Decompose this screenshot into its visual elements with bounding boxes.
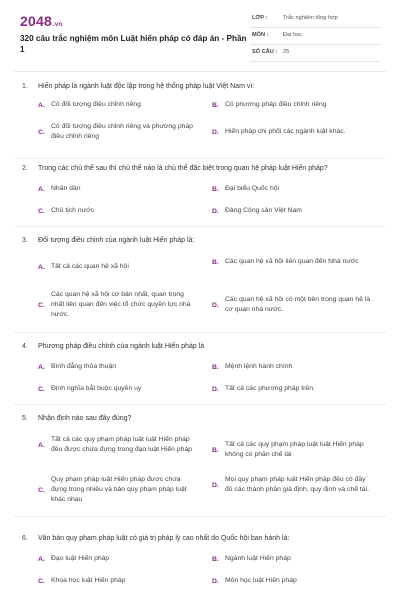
meta-label: SỐ CÂU : bbox=[252, 49, 278, 55]
option-letter: D. bbox=[212, 207, 219, 215]
meta-row-class bbox=[250, 11, 380, 28]
option-text: Có phương pháp điều chỉnh riêng bbox=[225, 101, 327, 108]
option-a[interactable] bbox=[38, 184, 198, 194]
option-text: Tất cả các quy phạm pháp luật luật Hiến pháp đều được chứa đựng trong đạo luật Hiến pháp bbox=[51, 436, 192, 453]
option-text: Hiến pháp chi phối các ngành luật khác. bbox=[225, 128, 346, 135]
question-divider bbox=[14, 226, 386, 227]
meta-label: MÔN : bbox=[252, 32, 269, 38]
option-text: Khoa học luật Hiến pháp bbox=[51, 577, 126, 584]
option-b[interactable] bbox=[212, 100, 372, 110]
question-prompt: Văn bản quy phạm pháp luật có giá trị pháp lý cao nhất do Quốc hội ban hành là: bbox=[38, 535, 290, 542]
option-d[interactable] bbox=[212, 576, 372, 586]
option-letter: B. bbox=[212, 101, 219, 109]
logo-main: 2048 bbox=[20, 13, 52, 29]
document-title: 320 câu trắc nghiệm môn Luật hiến pháp có đáp án - Phần 1 bbox=[20, 34, 247, 54]
option-letter: D. bbox=[212, 385, 219, 393]
option-letter: D. bbox=[212, 577, 219, 585]
option-letter: D. bbox=[212, 481, 219, 489]
option-letter: C. bbox=[38, 301, 45, 309]
question-prompt: Hiến pháp là ngành luật độc lập trong hệ thống pháp luật Việt Nam vì: bbox=[38, 83, 255, 90]
option-text: Các quan hệ xã hội liên quan đến Nhà nước bbox=[225, 258, 359, 265]
option-c[interactable] bbox=[38, 122, 198, 142]
option-text: Tất cả các phương pháp trên. bbox=[225, 385, 315, 392]
option-letter: B. bbox=[212, 446, 219, 454]
option-text: Tất cả các quan hệ xã hội bbox=[51, 263, 129, 270]
option-c[interactable] bbox=[38, 475, 198, 505]
question-number: 3. bbox=[22, 237, 28, 244]
option-c[interactable] bbox=[38, 384, 198, 394]
meta-value: 25 bbox=[283, 49, 290, 55]
option-a[interactable] bbox=[38, 100, 198, 110]
option-b[interactable] bbox=[212, 440, 372, 460]
logo-sub: .vn bbox=[52, 22, 63, 28]
option-d[interactable] bbox=[212, 127, 372, 137]
option-b[interactable] bbox=[212, 362, 372, 372]
question-divider bbox=[14, 158, 386, 159]
meta-label: LỚP : bbox=[252, 15, 268, 21]
question-divider bbox=[14, 404, 386, 405]
option-b[interactable] bbox=[212, 184, 372, 194]
question-number: 6. bbox=[22, 535, 28, 542]
option-text: Đảng Cộng sản Việt Nam bbox=[225, 207, 302, 214]
question-prompt: Đối tượng điều chỉnh của ngành luật Hiến pháp là: bbox=[38, 237, 195, 244]
option-letter: B. bbox=[212, 258, 219, 266]
question-number: 2. bbox=[22, 165, 28, 172]
question-text bbox=[22, 414, 131, 423]
option-text: Các quan hệ xã hội có một bên trong quan hệ là cơ quan nhà nước. bbox=[225, 296, 371, 313]
option-letter: A. bbox=[38, 555, 45, 563]
option-d[interactable] bbox=[212, 295, 372, 315]
header-divider bbox=[14, 71, 386, 72]
option-a[interactable] bbox=[38, 362, 198, 372]
question-prompt: Nhận định nào sau đây đúng? bbox=[38, 415, 132, 422]
question-number: 4. bbox=[22, 343, 28, 350]
option-letter: C. bbox=[38, 577, 45, 585]
question-divider bbox=[14, 516, 386, 517]
option-text: Mệnh lệnh hành chính bbox=[225, 363, 293, 370]
option-c[interactable] bbox=[38, 576, 198, 586]
site-logo[interactable] bbox=[20, 13, 62, 29]
option-letter: B. bbox=[212, 555, 219, 563]
option-text: Đạo luật Hiến pháp bbox=[51, 555, 110, 562]
option-d[interactable] bbox=[212, 206, 372, 216]
option-letter: B. bbox=[212, 363, 219, 371]
option-c[interactable] bbox=[38, 206, 198, 216]
option-text: Mọi quy phạm pháp luật Hiến pháp đều có đầy đủ các thành phần giả định, quy định và chế tài. bbox=[225, 476, 369, 493]
option-text: Nhân dân bbox=[51, 185, 81, 192]
option-c[interactable] bbox=[38, 290, 198, 320]
meta-row-question-count bbox=[250, 45, 380, 62]
option-text: Có đối tượng điều chỉnh riêng và phương pháp điều chỉnh riêng bbox=[51, 123, 193, 140]
option-text: Có đối tượng điều chỉnh riêng bbox=[51, 101, 141, 108]
meta-value: Đại học bbox=[283, 32, 302, 38]
question-number: 5. bbox=[22, 415, 28, 422]
option-text: Bình đẳng thỏa thuận bbox=[51, 363, 117, 370]
option-d[interactable] bbox=[212, 475, 372, 495]
option-b[interactable] bbox=[212, 257, 372, 267]
option-text: Ngành luật Hiến pháp bbox=[225, 555, 291, 562]
meta-row-subject bbox=[250, 28, 380, 45]
document-header bbox=[0, 0, 400, 62]
option-letter: A. bbox=[38, 441, 45, 449]
option-letter: C. bbox=[38, 486, 45, 494]
question-prompt: Trong các chủ thể sau thì chủ thể nào là chủ thể đặc biệt trong quan hệ pháp luật Hiến pháp? bbox=[38, 165, 328, 172]
question-text bbox=[22, 236, 194, 245]
option-letter: C. bbox=[38, 207, 45, 215]
option-letter: D. bbox=[212, 128, 219, 136]
option-letter: C. bbox=[38, 128, 45, 136]
question-item bbox=[0, 78, 400, 164]
meta-value: Trắc nghiệm tổng hợp bbox=[283, 15, 338, 21]
option-letter: A. bbox=[38, 101, 45, 109]
option-text: Định nghĩa bắt buộc quyền uy bbox=[51, 385, 142, 392]
option-letter: B. bbox=[212, 185, 219, 193]
option-letter: D. bbox=[212, 301, 219, 309]
option-b[interactable] bbox=[212, 554, 372, 564]
option-letter: A. bbox=[38, 185, 45, 193]
question-text bbox=[22, 164, 328, 173]
option-a[interactable] bbox=[38, 435, 198, 455]
option-letter: A. bbox=[38, 363, 45, 371]
option-letter: C. bbox=[38, 385, 45, 393]
option-text: Môn học luật Hiến pháp bbox=[225, 577, 297, 584]
option-text: Quy phạm pháp luật Hiến pháp được chứa đựng trong nhiều và bản quy phạm pháp luật khác nhau bbox=[51, 476, 187, 503]
option-d[interactable] bbox=[212, 384, 372, 394]
question-list bbox=[0, 78, 400, 585]
option-a[interactable] bbox=[38, 262, 198, 272]
option-text: Tất cả các quy phạm pháp luật luật Hiến pháp không có phần chế tài bbox=[225, 441, 364, 458]
question-text bbox=[22, 82, 254, 91]
question-text bbox=[22, 342, 204, 351]
option-letter: A. bbox=[38, 263, 45, 271]
question-text bbox=[22, 534, 289, 543]
option-text: Các quan hệ xã hội cơ bản nhất, quan trọng nhất liên quan đến việc tổ chức quyền lực nhà nước. bbox=[51, 291, 191, 318]
question-divider bbox=[14, 332, 386, 333]
option-text: Chủ tịch nước bbox=[51, 207, 95, 214]
option-text: Đại biểu Quốc hội bbox=[225, 185, 280, 192]
question-prompt: Phương pháp điều chỉnh của ngành luật Hiến pháp là bbox=[38, 343, 205, 350]
option-a[interactable] bbox=[38, 554, 198, 564]
question-number: 1. bbox=[22, 83, 28, 90]
meta-info-table bbox=[250, 11, 380, 62]
